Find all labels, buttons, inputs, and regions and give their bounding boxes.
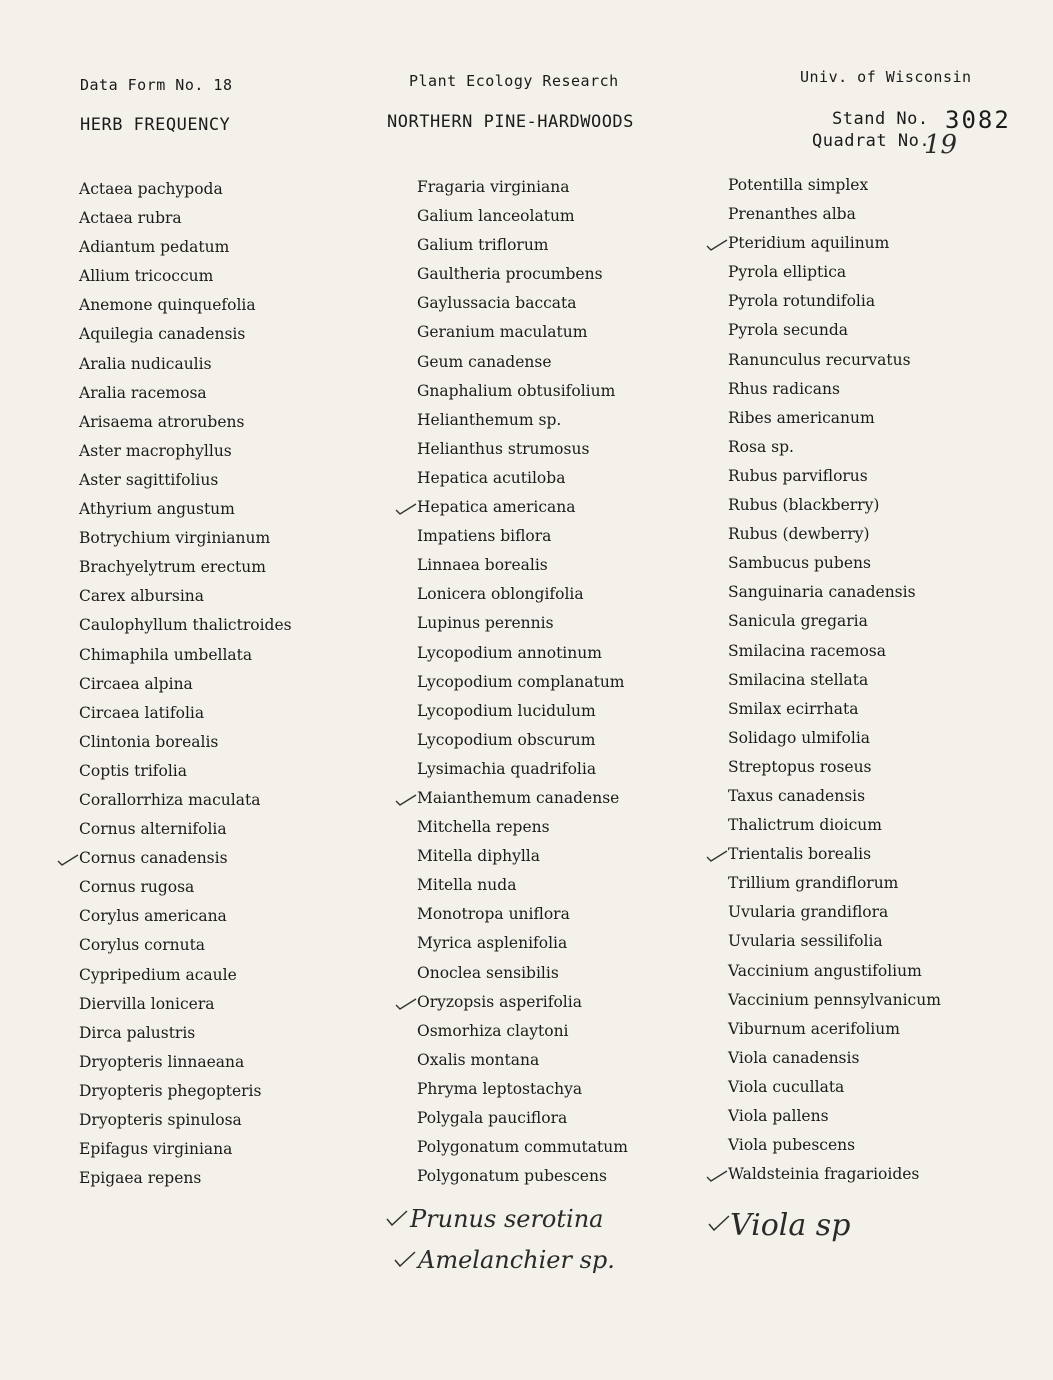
species-name: Cornus canadensis [79,849,228,868]
species-name: Allium tricoccum [79,267,214,286]
species-name: Carex albursina [79,587,204,606]
species-name: Cornus rugosa [79,878,195,897]
species-item [417,493,628,522]
species-name: Aster macrophyllus [79,441,232,460]
species-name: Polygonatum commutatum [417,1138,628,1157]
species-name: Potentilla simplex [728,176,869,194]
species-item [79,990,292,1019]
species-name: Lycopodium complanatum [417,672,625,691]
species-item [79,815,292,844]
species-name: Geranium maculatum [417,323,588,342]
species-name: Trientalis borealis [728,845,872,864]
species-name: Prenanthes alba [728,205,856,224]
species-item [417,871,628,900]
species-item [728,607,941,636]
species-name: Thalictrum dioicum [728,816,882,835]
species-item [79,408,292,437]
handwritten-species: Amelanchier sp. [418,1246,615,1274]
species-item [728,869,941,898]
species-name: Circaea alpina [79,674,193,693]
quadrat-value: 19 [924,130,958,160]
species-name: Streptopus roseus [728,757,872,776]
species-name: Epifagus virginiana [79,1140,233,1159]
species-item [79,1048,292,1077]
species-item [79,1135,292,1164]
species-item [417,1075,628,1104]
species-name: Clintonia borealis [79,732,219,751]
species-item [79,728,292,757]
check-mark-icon [708,1214,730,1236]
species-item [79,786,292,815]
species-item [79,1077,292,1106]
species-item [728,695,941,724]
species-item [417,580,628,609]
species-name: Helianthemum sp. [417,410,562,429]
check-mark-icon [395,794,415,806]
species-item [79,961,292,990]
handwritten-species: Viola sp [730,1208,851,1243]
species-name: Dryopteris phegopteris [79,1081,262,1100]
species-name: Brachyelytrum erectum [79,558,266,577]
species-item [417,813,628,842]
check-mark-icon [395,998,415,1010]
species-item [79,437,292,466]
species-item [728,637,941,666]
species-item [417,668,628,697]
species-item [728,520,941,549]
species-name: Geum canadense [417,352,552,371]
species-item [728,1015,941,1044]
form-number: Data Form No. 18 [80,76,233,94]
species-name: Smilacina racemosa [728,641,886,660]
species-name: Circaea latifolia [79,703,205,722]
species-name: Osmorhiza claytoni [417,1021,569,1040]
species-item [79,466,292,495]
species-name: Viola canadensis [728,1048,860,1067]
species-item [79,175,292,204]
species-item [417,260,628,289]
species-name: Lycopodium annotinum [417,643,602,662]
species-name: Lycopodium obscurum [417,730,596,749]
species-item [79,611,292,640]
species-item [79,1106,292,1135]
species-name: Hepatica acutiloba [417,468,566,487]
species-name: Aster sagittifolius [79,470,219,489]
check-mark-icon [57,854,77,866]
species-item [728,840,941,869]
species-item [728,724,941,753]
species-item [79,291,292,320]
form-title: HERB FREQUENCY [80,115,231,135]
community-title: NORTHERN PINE-HARDWOODS [387,112,634,132]
species-name: Lysimachia quadrifolia [417,759,597,778]
species-name: Onoclea sensibilis [417,963,559,982]
species-name: Dryopteris linnaeana [79,1052,245,1071]
species-item [79,931,292,960]
species-name: Chimaphila umbellata [79,645,253,664]
species-item [728,229,941,258]
species-item [417,435,628,464]
species-name: Waldsteinia fragarioides [728,1165,920,1184]
species-name: Diervilla lonicera [79,994,215,1013]
species-item [417,1104,628,1133]
species-item [79,670,292,699]
species-item [417,522,628,551]
species-name: Mitella diphylla [417,847,541,866]
species-item [79,699,292,728]
species-name: Anemone quinquefolia [79,296,256,315]
species-name: Actaea rubra [79,209,182,228]
species-name: Myrica asplenifolia [417,934,568,953]
species-name: Rubus (dewberry) [728,525,870,544]
species-name: Lupinus perennis [417,614,554,633]
species-name: Impatiens biflora [417,527,552,546]
species-name: Taxus canadensis [728,786,866,805]
species-name: Polygonatum pubescens [417,1167,607,1186]
species-item [417,639,628,668]
species-item [417,900,628,929]
species-item [728,404,941,433]
species-name: Epigaea repens [79,1169,202,1188]
species-name: Aralia racemosa [79,383,207,402]
species-name: Oryzopsis asperifolia [417,992,582,1011]
species-name: Trillium grandiflorum [728,874,899,893]
species-item [79,1019,292,1048]
species-item [417,231,628,260]
quadrat-label: Quadrat No. [812,131,931,151]
species-name: Uvularia grandiflora [728,903,889,922]
species-name: Mitella nuda [417,876,517,895]
species-name: Gaylussacia baccata [417,294,577,313]
species-name: Vaccinium angustifolium [728,961,922,980]
species-item [728,433,941,462]
species-name: Smilacina stellata [728,670,869,689]
species-item [79,844,292,873]
species-item [728,957,941,986]
species-name: Linnaea borealis [417,556,548,575]
check-mark-icon [706,850,726,862]
species-name: Gnaphalium obtusifolium [417,381,616,400]
species-item [728,1044,941,1073]
species-item [417,377,628,406]
check-mark-icon [386,1209,408,1231]
species-item [417,318,628,347]
species-item [417,726,628,755]
species-name: Vaccinium pennsylvanicum [728,990,941,1009]
species-item [728,898,941,927]
species-name: Corylus americana [79,907,227,926]
species-item [79,757,292,786]
species-name: Rhus radicans [728,379,840,398]
species-item [417,784,628,813]
species-item [79,495,292,524]
species-item [728,753,941,782]
species-name: Pteridium aquilinum [728,234,890,253]
species-name: Uvularia sessilifolia [728,932,883,951]
species-item [417,959,628,988]
species-name: Galium lanceolatum [417,207,575,226]
species-name: Lonicera oblongifolia [417,585,584,604]
species-name: Sanguinaria canadensis [728,583,916,602]
species-column-3 [728,171,941,1189]
stand-value: 3082 [945,106,1011,134]
species-item [79,902,292,931]
species-item [417,289,628,318]
species-name: Caulophyllum thalictroides [79,616,292,635]
species-item [728,1073,941,1102]
species-item [728,782,941,811]
species-name: Oxalis montana [417,1050,540,1069]
species-name: Dirca palustris [79,1023,196,1042]
species-name: Phryma leptostachya [417,1079,583,1098]
species-name: Corylus cornuta [79,936,206,955]
species-name: Pyrola rotundifolia [728,292,876,311]
species-name: Mitchella repens [417,818,550,837]
species-name: Lycopodium lucidulum [417,701,596,720]
species-name: Arisaema atrorubens [79,412,245,431]
species-item [417,202,628,231]
species-item [79,262,292,291]
species-name: Smilax ecirrhata [728,699,859,718]
program-name: Plant Ecology Research [409,72,619,90]
species-item [79,641,292,670]
species-item [417,406,628,435]
species-name: Aralia nudicaulis [79,354,212,373]
species-name: Maianthemum canadense [417,788,620,807]
species-item [728,200,941,229]
species-item [728,927,941,956]
species-name: Sanicula gregaria [728,612,868,631]
species-item [417,609,628,638]
handwritten-species: Prunus serotina [410,1205,604,1233]
species-item [728,258,941,287]
species-item [728,491,941,520]
species-item [79,233,292,262]
species-name: Sambucus pubens [728,554,871,573]
species-item [79,350,292,379]
species-name: Athyrium angustum [79,500,235,519]
species-name: Dryopteris spinulosa [79,1111,242,1129]
species-name: Rosa sp. [728,437,794,456]
species-column-1 [79,175,292,1193]
species-item [417,842,628,871]
species-name: Rubus (blackberry) [728,496,880,515]
species-item [728,578,941,607]
species-name: Viola pubescens [728,1136,856,1155]
species-item [79,873,292,902]
species-name: Polygala pauciflora [417,1109,568,1127]
check-mark-icon [394,1250,416,1272]
species-name: Solidago ulmifolia [728,728,871,747]
species-item [79,553,292,582]
species-name: Hepatica americana [417,498,576,517]
species-name: Corallorrhiza maculata [79,790,261,809]
species-name: Rubus parviflorus [728,466,868,485]
species-item [728,666,941,695]
species-name: Viola cucullata [728,1077,845,1096]
species-item [728,287,941,316]
species-item [728,1160,941,1189]
species-name: Helianthus strumosus [417,439,590,458]
species-name: Adiantum pedatum [79,238,230,257]
institution-name: Univ. of Wisconsin [800,68,972,86]
species-item [79,524,292,553]
species-item [417,1133,628,1162]
species-name: Botrychium virginianum [79,529,271,548]
species-item [417,348,628,377]
species-item [728,171,941,200]
species-name: Monotropa uniflora [417,905,570,924]
species-name: Fragaria virginiana [417,178,570,196]
species-item [728,1131,941,1160]
species-name: Pyrola elliptica [728,263,847,282]
species-name: Pyrola secunda [728,321,848,340]
species-name: Cypripedium acaule [79,965,237,984]
species-item [417,173,628,202]
species-column-2 [417,173,628,1191]
check-mark-icon [395,503,415,515]
species-item [417,1046,628,1075]
species-item [417,929,628,958]
species-item [728,811,941,840]
species-item [728,549,941,578]
species-name: Ranunculus recurvatus [728,350,911,369]
species-name: Ribes americanum [728,408,875,427]
species-item [79,204,292,233]
species-name: Gaultheria procumbens [417,265,603,284]
species-item [79,1164,292,1193]
stand-label: Stand No. [832,109,929,129]
species-item [728,462,941,491]
species-item [79,320,292,349]
species-name: Actaea pachypoda [79,180,223,198]
species-item [728,375,941,404]
species-item [728,1102,941,1131]
species-item [417,464,628,493]
species-item [79,582,292,611]
species-name: Coptis trifolia [79,761,188,780]
species-item [417,697,628,726]
species-item [417,551,628,580]
species-name: Cornus alternifolia [79,820,227,839]
species-item [417,988,628,1017]
species-item [417,755,628,784]
species-item [728,986,941,1015]
check-mark-icon [706,1170,726,1182]
species-item [728,346,941,375]
species-name: Viburnum acerifolium [728,1019,900,1038]
species-name: Viola pallens [728,1107,829,1125]
species-item [417,1162,628,1191]
species-item [728,316,941,345]
species-name: Aquilegia canadensis [79,325,246,344]
species-item [417,1017,628,1046]
check-mark-icon [706,239,726,251]
species-name: Galium triflorum [417,236,549,255]
species-item [79,379,292,408]
